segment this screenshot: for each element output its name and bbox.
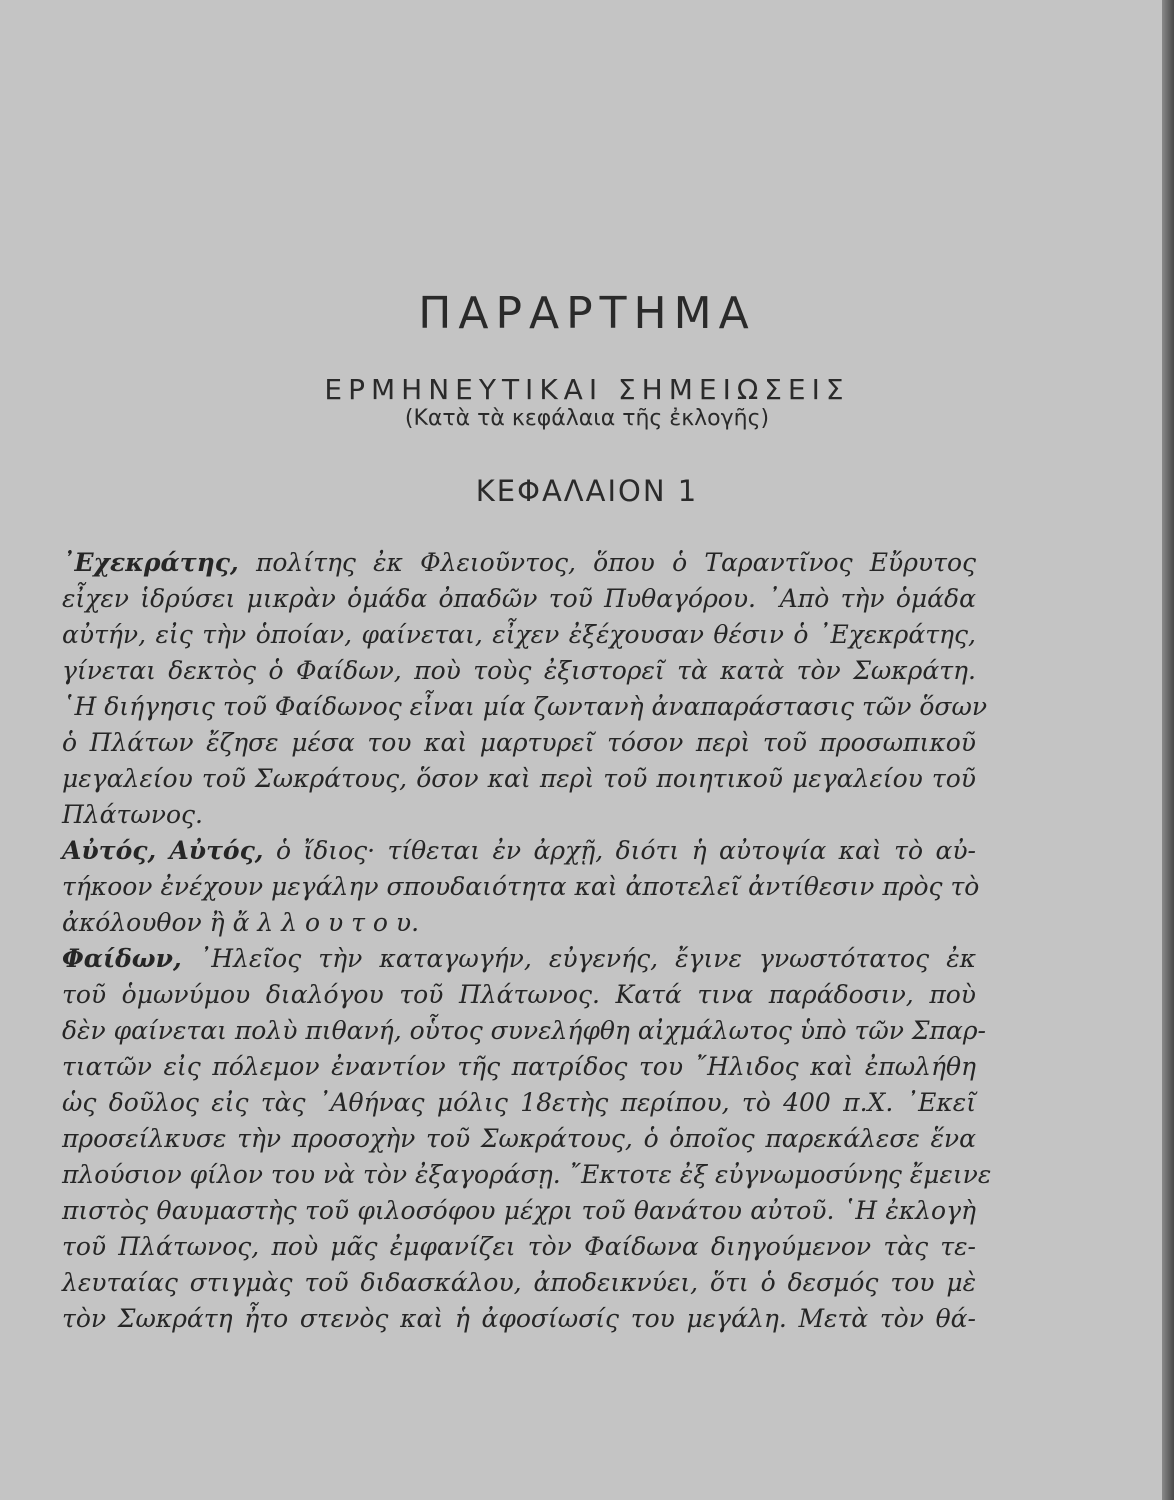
term-echekrates: ᾿Εχεκράτης, <box>62 548 239 577</box>
text-line: ὁ Πλάτων ἔζησε μέσα του καὶ μαρτυρεῖ τόσον περὶ τοῦ προσωπικοῦ <box>62 728 976 757</box>
subtitle-note: (Κατὰ τὰ κεφάλαια τῆς ἐκλογῆς) <box>404 406 770 431</box>
text-line: πλούσιον φίλον του νὰ τὸν ἐξαγοράσῃ. ῎Εκτοτε ἐξ εὐγνωμοσύνης ἔμεινε <box>62 1160 992 1189</box>
text-line: Αὐτός, Αὐτός, ὁ ἴδιος· τίθεται ἐν ἀρχῇ, διότι ἡ αὐτοψία καὶ τὸ αὐ- <box>62 836 976 865</box>
text-line: δὲν φαίνεται πολὺ πιθανή, οὗτος συνελήφθη αἰχμάλωτος ὑπὸ τῶν Σπαρ- <box>62 1016 986 1045</box>
text-line: Πλάτωνος. <box>62 800 203 829</box>
text-line: προσείλκυσε τὴν προσοχὴν τοῦ Σωκράτους, ὁ ὁποῖος παρεκάλεσε ἕνα <box>62 1124 976 1153</box>
text-line: τὸν Σωκράτη ἦτο στενὸς καὶ ἡ ἀφοσίωσίς του μεγάλη. Μετὰ τὸν θά- <box>62 1304 976 1333</box>
text-line: τήκοον ἐνέχουν μεγάλην σπουδαιότητα καὶ ἀποτελεῖ ἀντίθεσιν πρὸς τὸ <box>62 872 980 901</box>
term-autos: Αὐτός, Αὐτός, <box>62 836 264 865</box>
text-line: τοῦ Πλάτωνος, ποὺ μᾶς ἐμφανίζει τὸν Φαίδωνα διηγούμενον τὰς τε- <box>62 1232 976 1261</box>
section-subtitle: ΕΡΜΗΝΕΥΤΙΚΑΙ ΣΗΜΕΙΩΣΕΙΣ <box>324 373 850 406</box>
text-line: γίνεται δεκτὸς ὁ Φαίδων, ποὺ τοὺς ἐξιστορεῖ τὰ κατὰ τὸν Σωκράτη. <box>62 656 976 685</box>
text-line: Φαίδων, ᾿Ηλεῖος τὴν καταγωγήν, εὐγενής, ἔγινε γνωστότατος ἐκ <box>62 944 977 973</box>
page-edge <box>1162 0 1174 1500</box>
text-line: ᾿Εχεκράτης, πολίτης ἐκ Φλειοῦντος, ὅπου ὁ Ταραντῖνος Εὔρυτος <box>62 548 976 577</box>
text-line: εἶχεν ἱδρύσει μικρὰν ὁμάδα ὀπαδῶν τοῦ Πυθαγόρου. ᾿Απὸ τὴν ὁμάδα <box>62 584 976 613</box>
text-line: λευταίας στιγμὰς τοῦ διδασκάλου, ἀποδεικνύει, ὅτι ὁ δεσμός του μὲ <box>62 1268 976 1297</box>
appendix-title: ΠΑΡΑΡΤΗΜΑ <box>418 288 756 339</box>
text-line: ῾Η διήγησις τοῦ Φαίδωνος εἶναι μία ζωντανὴ ἀναπαράστασις τῶν ὅσων <box>62 692 988 721</box>
text-line: ὡς δοῦλος εἰς τὰς ᾿Αθήνας μόλις 18ετὴς περίπου, τὸ 400 π.Χ. ᾿Εκεῖ <box>62 1088 976 1117</box>
text-line: αὐτήν, εἰς τὴν ὁποίαν, φαίνεται, εἶχεν ἐξέχουσαν θέσιν ὁ ᾿Εχεκράτης, <box>62 620 976 649</box>
text-line: τοῦ ὁμωνύμου διαλόγου τοῦ Πλάτωνος. Κατά τινα παράδοσιν, ποὺ <box>62 980 976 1009</box>
term-phaidon: Φαίδων, <box>62 944 182 973</box>
text-line: μεγαλείου τοῦ Σωκράτους, ὅσον καὶ περὶ τοῦ ποιητικοῦ μεγαλείου τοῦ <box>62 764 976 793</box>
text-line: ἀκόλουθον ἢ ἄ λ λ ο υ τ ο υ. <box>62 908 420 937</box>
text-line: τιατῶν εἰς πόλεμον ἐναντίον τῆς πατρίδος του ῎Ηλιδος καὶ ἐπωλήθη <box>62 1052 976 1081</box>
chapter-heading: ΚΕΦΑΛΑΙΟΝ 1 <box>475 474 699 508</box>
text-line: πιστὸς θαυμαστὴς τοῦ φιλοσόφου μέχρι τοῦ θανάτου αὐτοῦ. ῾Η ἐκλογὴ <box>62 1196 976 1225</box>
